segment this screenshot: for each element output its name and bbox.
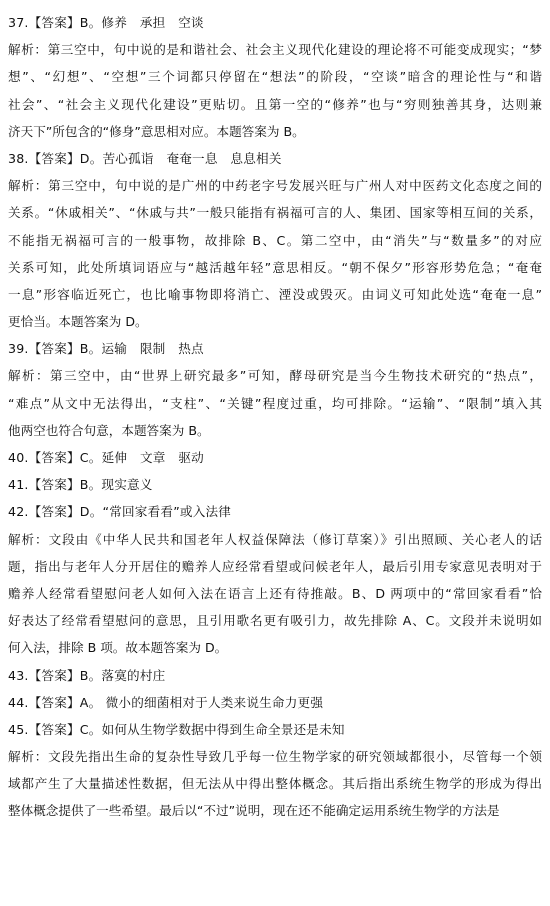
analysis-line: 解析：第三空中，由“世界上研究最多”可知，酵母研究是当今生物技术研究的“热点”， <box>8 368 542 384</box>
answer-line: 40.【答案】C。延伸 文章 驱动 <box>8 450 204 465</box>
analysis-line: 一息”形容临近死亡，也比喻事物即将消亡、湮没或毁灭。由词义可知此处选“奄奄一息” <box>8 286 542 302</box>
answer-line: 41.【答案】B。现实意义 <box>8 477 153 493</box>
answer-line: 44.【答案】A。 微小的细菌相对于人类来说生命力更强 <box>8 694 324 710</box>
analysis-line: 更恰当。本题答案为 D。 <box>8 314 148 330</box>
analysis-line: “难点”从文中无法得出，“支柱”、“关键”程度过重，均可排除。“运输”、“限制”填入其 <box>8 395 542 411</box>
analysis-line: 解析：第三空中，句中说的是广州的中药老字号发展兴旺与广州人对中医药文化态度之间的 <box>8 178 542 194</box>
analysis-line: 解析：文段由《中华人民共和国老年人权益保障法（修订草案）》引出照顾、关心老人的话 <box>8 531 542 547</box>
analysis-line: 想”、“幻想”、“空想”三个词都只停留在“想法”的阶段，“空谈”暗含的理论性与“和谐 <box>8 69 542 85</box>
analysis-line: 何入法，排除 B 项。故本题答案为 D。 <box>8 640 228 656</box>
analysis-line: 题，指出与老年人分开居住的赡养人应经常看望或问候老年人，最后引用专家意见表明对于 <box>8 558 542 574</box>
analysis-line: 解析：文段先指出生命的复杂性导致几乎每一位生物学家的研究领域都很小，尽管每一个领 <box>8 749 542 765</box>
analysis-line: 关系。“休戚相关”、“休戚与共”一般只能指有祸福可言的人、集团、国家等相互间的关系， <box>8 205 542 221</box>
analysis-line: 济天下”所包含的“修身”意思相对应。本题答案为 B。 <box>8 123 305 139</box>
analysis-line: 不能指无祸福可言的一般事物，故排除 B、C。第二空中，由“消失”与“数量多”的对应 <box>8 232 542 248</box>
analysis-line: 关系可知，此处所填词语应与“越活越年轻”意思相反。“朝不保夕”形容形势危急；“奄奄 <box>8 259 542 275</box>
answer-line: 39.【答案】B。运输 限制 热点 <box>8 341 204 357</box>
analysis-line: 域都产生了大量描述性数据，但无法从中得出整体概念。其后指出系统生物学的形成为得出 <box>8 776 542 792</box>
answer-line: 45.【答案】C。如何从生物学数据中得到生命全景还是未知 <box>8 721 345 737</box>
analysis-line: 他两空也符合句意，本题答案为 B。 <box>8 422 210 438</box>
analysis-line: 整体概念提供了一些希望。最后以“不过”说明，现在还不能确定运用系统生物学的方法是 <box>8 803 500 819</box>
answer-line: 42.【答案】D。“常回家看看”或入法律 <box>8 504 232 520</box>
analysis-line: 赡养人经常看望慰问老人如何入法在语言上还有待推敲。B、D 两项中的“常回家看看”恰 <box>8 585 542 601</box>
answer-line: 38.【答案】D。苦心孤诣 奄奄一息 息息相关 <box>8 150 282 166</box>
analysis-line: 社会”、“社会主义现代化建设”更贴切。且第一空的“修养”也与“穷则独善其身，达则兼 <box>8 96 542 112</box>
answer-line: 43.【答案】B。落寞的村庄 <box>8 667 166 683</box>
analysis-line: 解析：第三空中，句中说的是和谐社会、社会主义现代化建设的理论将不可能变成现实；“梦 <box>8 42 542 58</box>
analysis-line: 好表达了经常看望慰问的意思，且引用歌名更有吸引力，故先排除 A、C。文段并未说明如 <box>8 613 542 629</box>
answer-line: 37.【答案】B。修养 承担 空谈 <box>8 15 204 30</box>
